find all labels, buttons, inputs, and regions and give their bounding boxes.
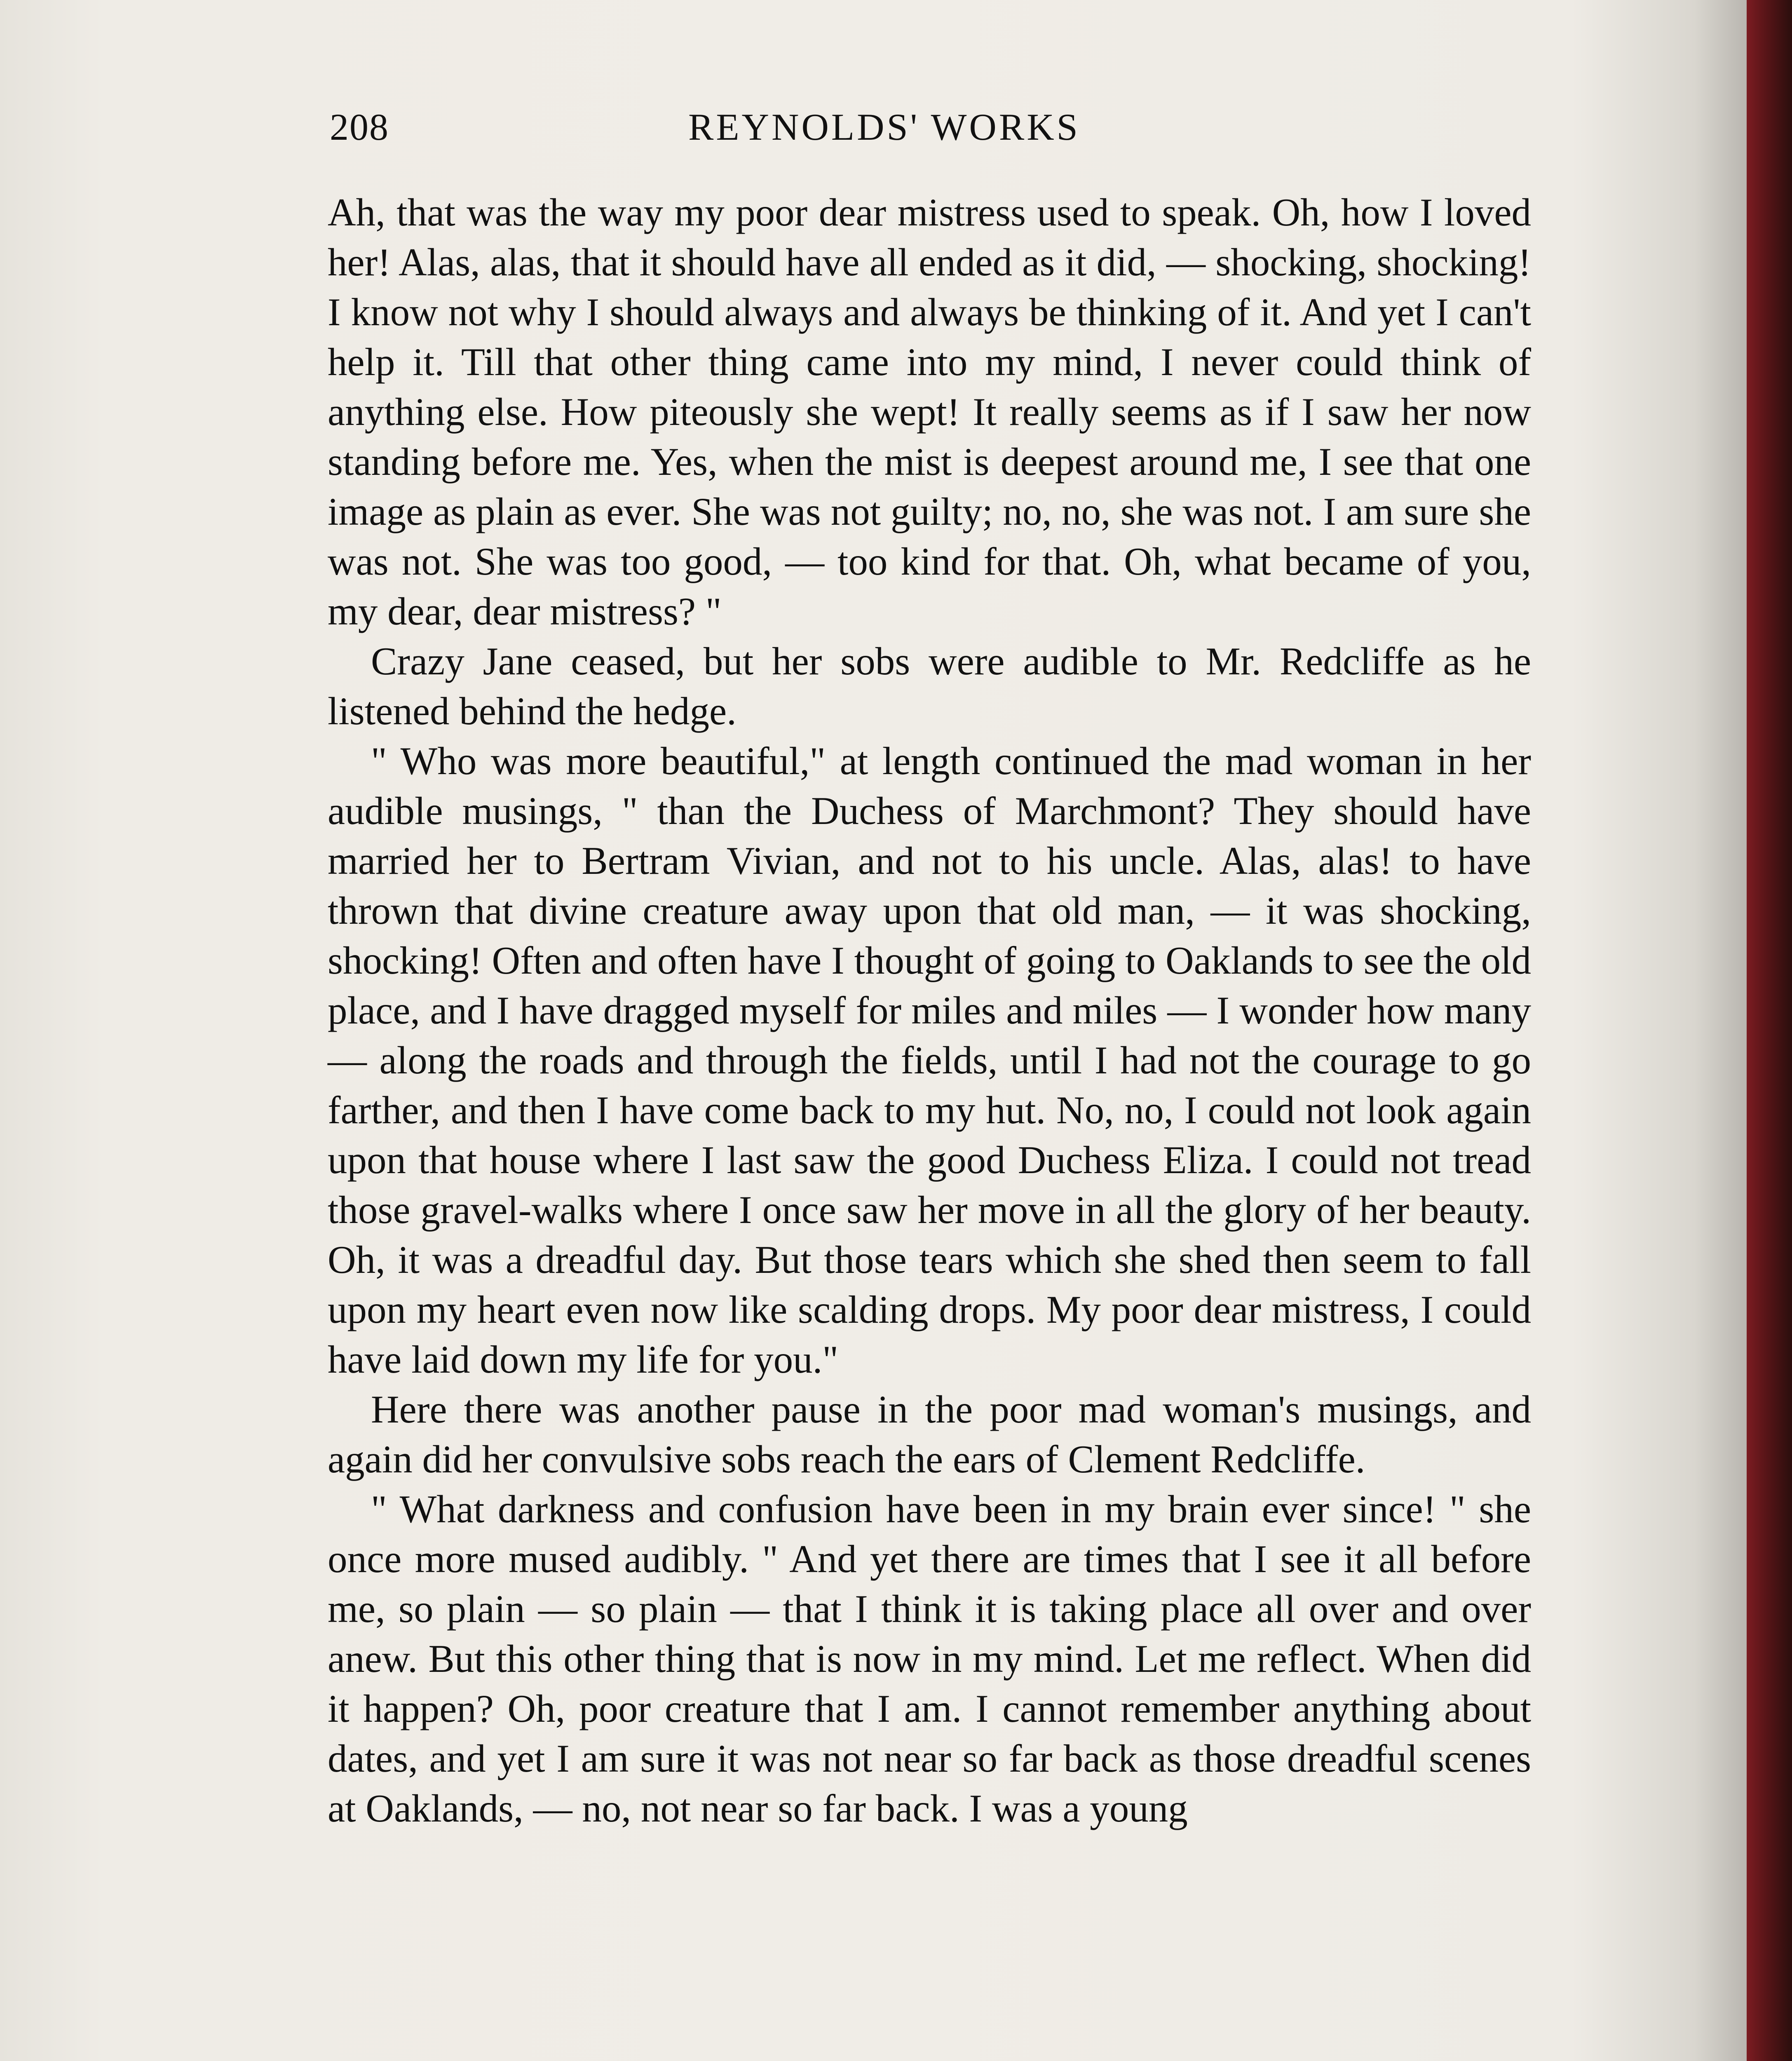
- page-header: [330, 93, 1537, 150]
- paragraph-4: Here there was another pause in the poor mad woman's musings, and again did her convulsive sobs reach the ears of Clement Redcliffe.: [328, 1387, 1531, 1481]
- book-cover-edge: [1747, 0, 1792, 2061]
- paragraph-3: " Who was more beautiful," at length continued the mad woman in her audible musings, " than the Duchess of Marchmont? They should have married her to Bertram Vivian, and not to his uncle. Alas, alas! to have thrown that divine creature away upon that old man, — it was shocking, shocking! Often and often have I thought of going to Oaklands to see the old place, and I have dragged myself for miles and miles — I wonder how many — along the roads and through the fields, until I had not the courage to go farther, and then I have come back to my hut. No, no, I could not look again upon that house where I last saw the good Duchess Eliza. I could not tread those gravel-walks where I once saw her move in all the glory of her beauty. Oh, it was a dreadful day. But those tears which she shed then seem to fall upon my heart even now like scalding drops. My poor dear mistress, I could have laid down my life for you.": [328, 739, 1531, 1381]
- paragraph-5: " What darkness and confusion have been in my brain ever since! " she once more mused audibly. " And yet there are times that I see it all before me, so plain — so plain — that I think it is taking place all over and over anew. But this other thing that is now in my mind. Let me reflect. When did it happen? Oh, poor creature that I am. I cannot remember anything about dates, and yet I am sure it was not near so far back as those dreadful scenes at Oaklands, — no, not near so far back. I was a young: [328, 1487, 1531, 1830]
- running-head: REYNOLDS' WORKS: [688, 106, 1080, 148]
- body-text: [328, 188, 1531, 1833]
- paragraph-1: Ah, that was the way my poor dear mistress used to speak. Oh, how I loved her! Alas, alas, that it should have all ended as it did, — shocking, shocking! I know not why I should always and always be thinking of it. And yet I can't help it. Till that other thing came into my mind, I never could think of anything else. How piteously she wept! It really seems as if I saw her now standing before me. Yes, when the mist is deepest around me, I see that one image as plain as ever. She was not guilty; no, no, she was not. I am sure she was not. She was too good, — too kind for that. Oh, what became of you, my dear, dear mistress? ": [328, 190, 1531, 633]
- page-number: 208: [330, 106, 389, 148]
- paragraph-2: Crazy Jane ceased, but her sobs were audible to Mr. Redcliffe as he listened behind the hedge.: [328, 639, 1531, 733]
